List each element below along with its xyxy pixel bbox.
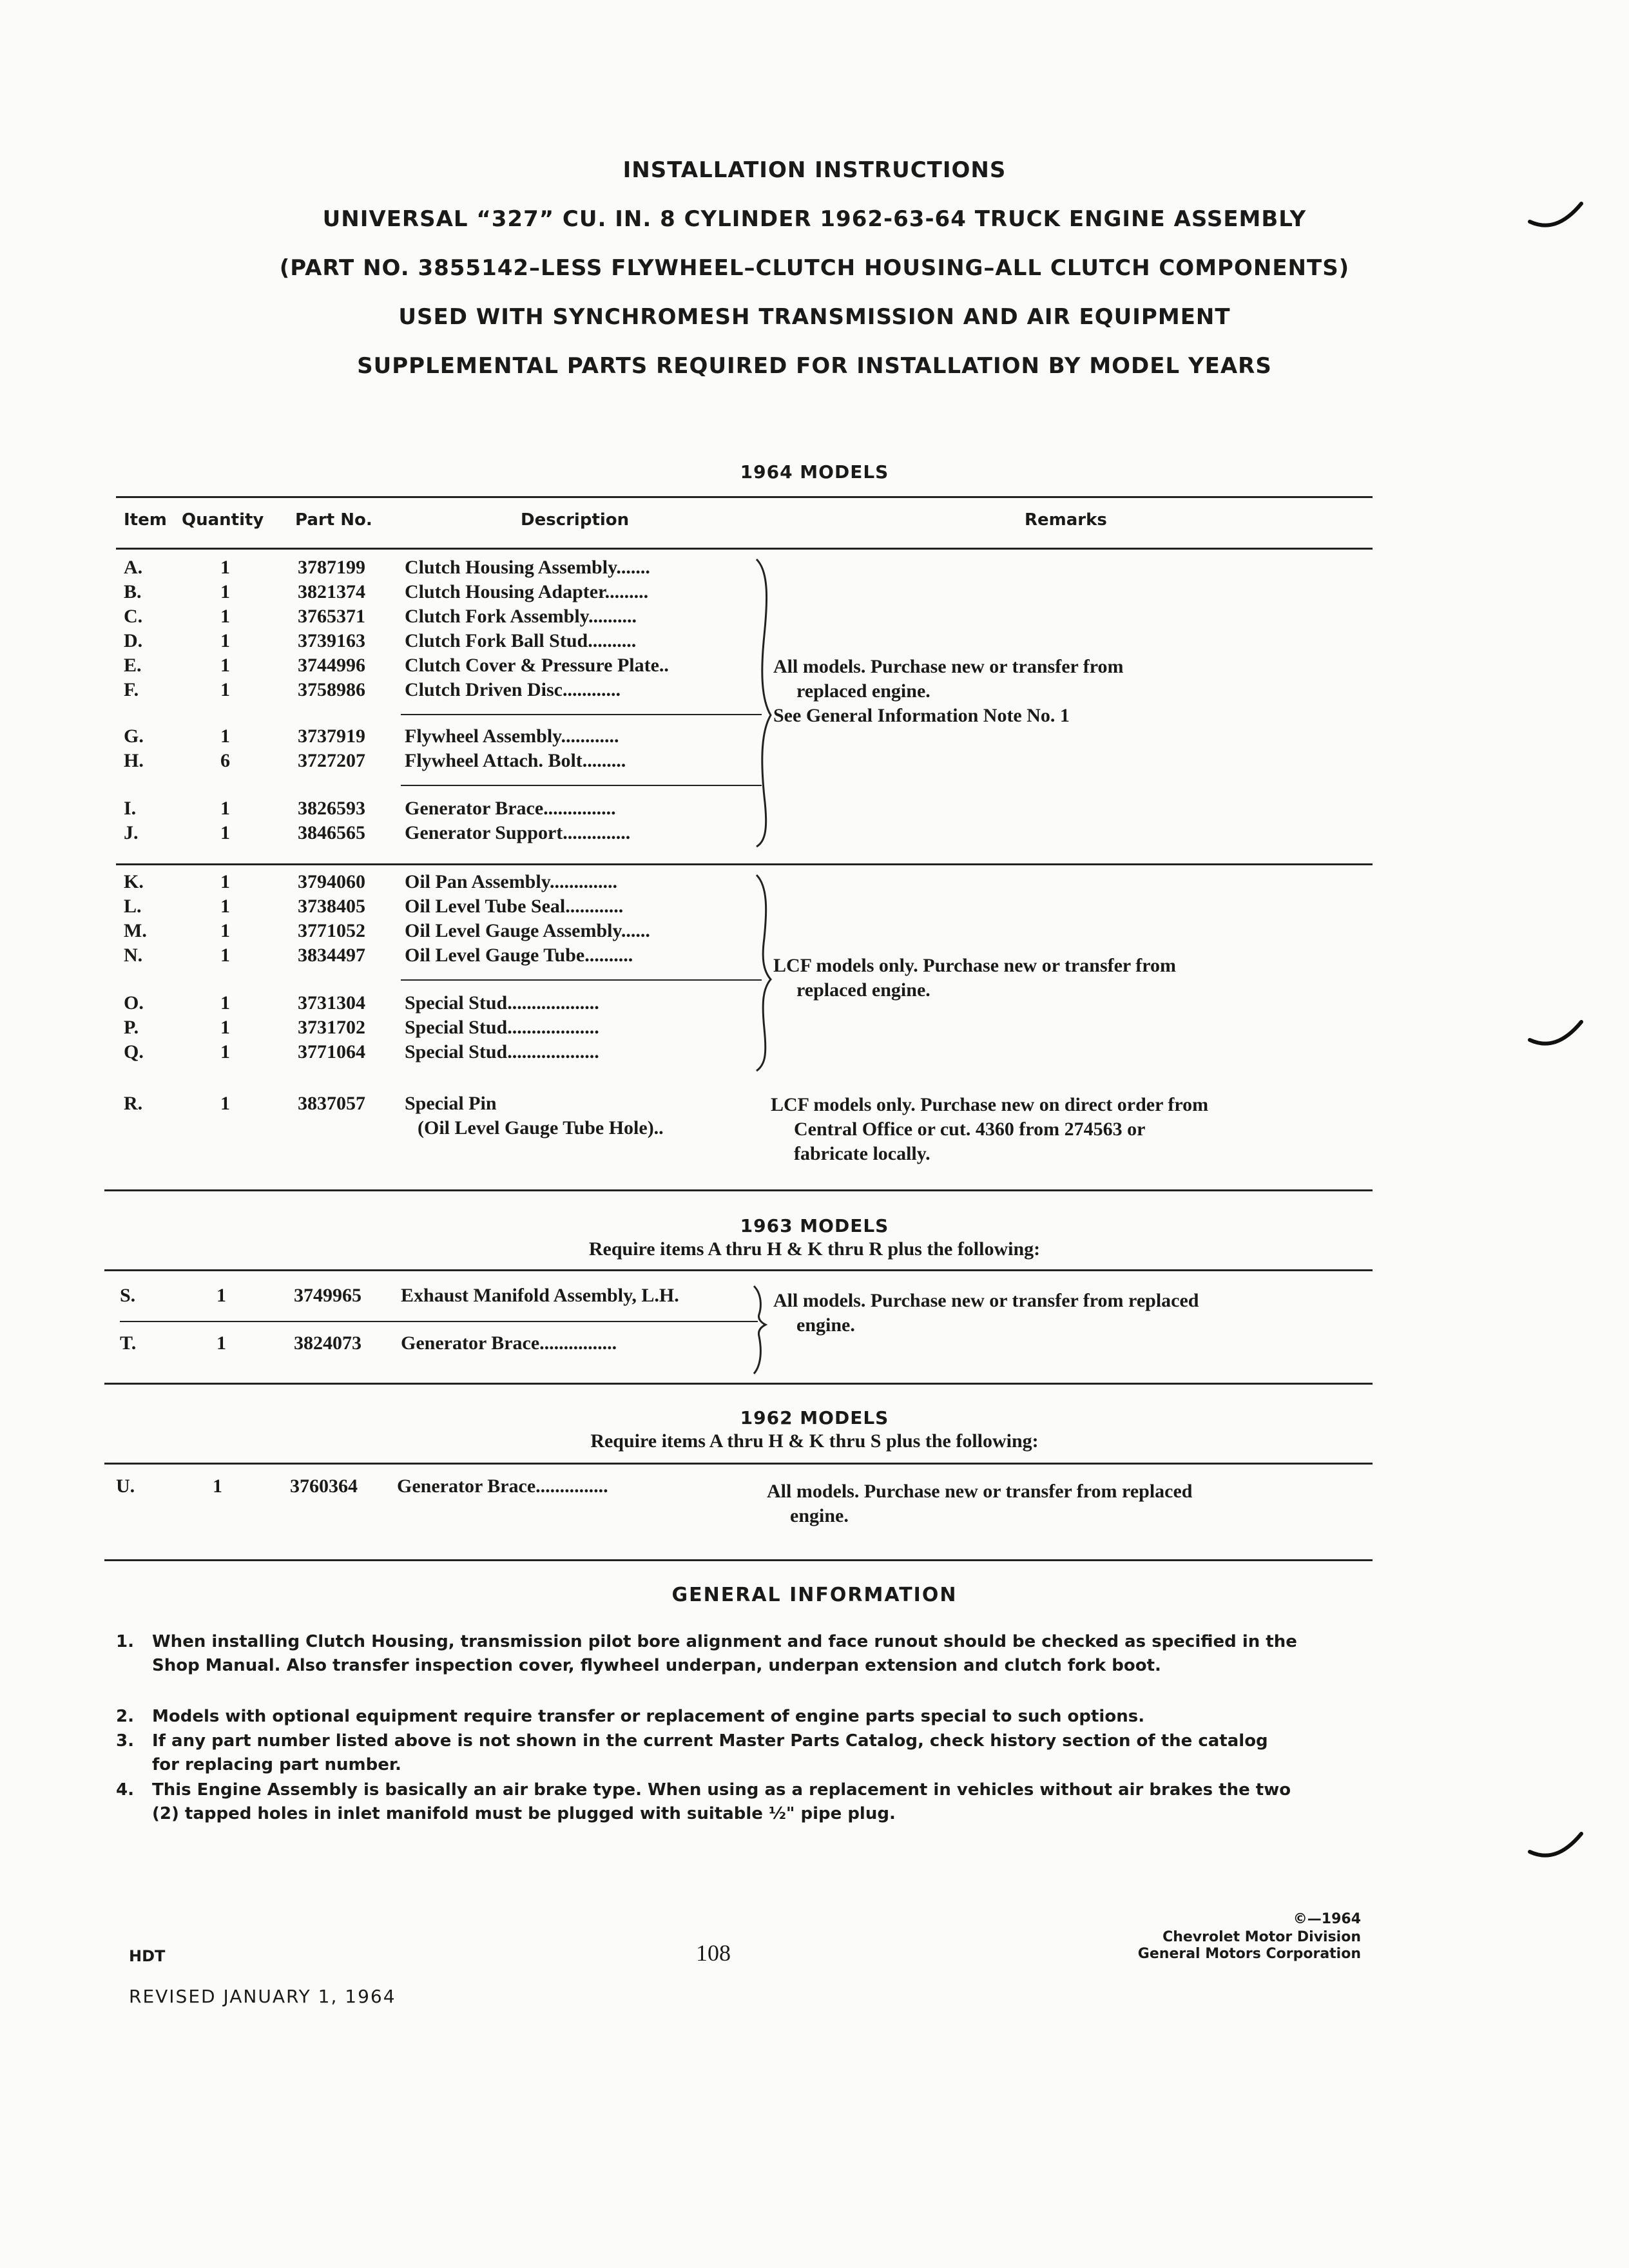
remark-k-q: LCF models only. Purchase new or transfer from replaced engine. [773, 955, 1176, 1001]
group-divider [401, 714, 762, 715]
group-divider [120, 1321, 758, 1322]
page-number: 108 [696, 1940, 731, 1966]
table-top-rule [116, 496, 1373, 498]
brace-1963 [751, 1285, 775, 1375]
section-title-1964: 1964 MODELS [740, 461, 889, 483]
col-header-description: Description [521, 510, 630, 530]
section-rule-1964-end [104, 1189, 1373, 1191]
revised-date: REVISED JANUARY 1, 1964 [129, 1986, 396, 2007]
corporation-name: General Motors Corporation [1137, 1946, 1361, 1962]
remark-a-j-note: See General Information Note No. 1 [773, 705, 1070, 726]
section-rule-1963-end [104, 1383, 1373, 1385]
header-bottom-rule [116, 548, 1373, 550]
doc-title: INSTALLATION INSTRUCTIONS [622, 157, 1007, 183]
section-rule [116, 863, 1373, 865]
section-subtitle-1962: Require items A thru H & K thru S plus the following: [590, 1430, 1039, 1452]
copyright-year: ©—1964 [1293, 1911, 1361, 1927]
doc-subtitle-supplemental: SUPPLEMENTAL PARTS REQUIRED FOR INSTALLATION BY MODEL YEARS [357, 353, 1272, 379]
check-mark-icon [1527, 200, 1585, 238]
remark-1963: All models. Purchase new or transfer from replaced engine. [773, 1290, 1199, 1336]
section-title-1963: 1963 MODELS [740, 1215, 889, 1236]
col-header-quantity: Quantity [182, 510, 264, 530]
remark-r: LCF models only. Purchase new on direct order from Central Office or cut. 4360 from 274563 or fabricate locally. [771, 1094, 1209, 1164]
division-name: Chevrolet Motor Division [1162, 1929, 1361, 1945]
section-title-1962: 1962 MODELS [740, 1407, 889, 1428]
check-mark-icon [1527, 1830, 1585, 1869]
col-header-part-no: Part No. [295, 510, 372, 530]
section-rule-1962-top [104, 1463, 1373, 1465]
group-divider [401, 979, 762, 981]
section-subtitle-1963: Require items A thru H & K thru R plus the following: [588, 1238, 1041, 1260]
doc-subtitle-engine: UNIVERSAL “327” CU. IN. 8 CYLINDER 1962-63-64 TRUCK ENGINE ASSEMBLY [322, 206, 1307, 232]
remark-1962: All models. Purchase new or transfer from replaced engine. [767, 1481, 1193, 1526]
doc-subtitle-usage: USED WITH SYNCHROMESH TRANSMISSION AND AIR EQUIPMENT [398, 304, 1231, 330]
check-mark-icon [1527, 1018, 1585, 1057]
section-rule-1962-end [104, 1559, 1373, 1561]
footer-code: HDT [129, 1947, 166, 1965]
general-information-title: GENERAL INFORMATION [671, 1584, 958, 1606]
col-header-remarks: Remarks [1025, 510, 1107, 530]
col-header-item: Item [124, 510, 167, 530]
remark-a-j: All models. Purchase new or transfer from replaced engine. [773, 656, 1124, 702]
doc-subtitle-part: (PART NO. 3855142–LESS FLYWHEEL–CLUTCH HOUSING–ALL CLUTCH COMPONENTS) [279, 255, 1350, 281]
group-divider [401, 785, 762, 786]
section-rule-1963-top [104, 1269, 1373, 1271]
